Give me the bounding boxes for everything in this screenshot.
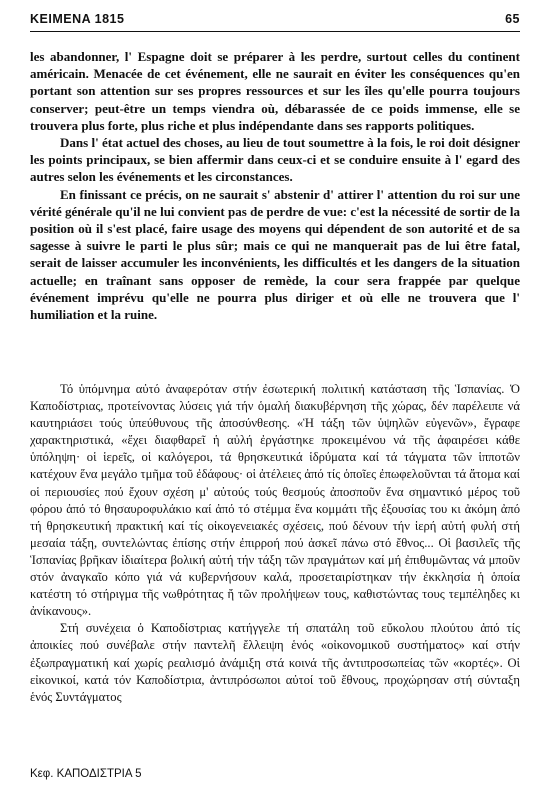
greek-text-block bbox=[30, 381, 520, 706]
signature-mark: Κεφ. ΚΑΠΟΔΙΣΤΡΙΑ 5 bbox=[30, 768, 142, 780]
page-number: 65 bbox=[505, 12, 520, 26]
running-title: KEIMENA 1815 bbox=[30, 12, 125, 26]
french-paragraph-1: les abandonner, l' Espagne doit se préparer à les perdre, surtout celles du continent américain. Menacée de cet événement, elle ne saurait en éviter les conséquences qu'en portant son attention sur ses propres ressources et sur les îles qu'elle pourra toujours conserver; peut-être un temps viendra où, débarassée de ce poids immense, elle se trouvera plus forte, plus riche et plus indépendante dans ses rapports politiques. bbox=[30, 49, 520, 133]
french-paragraph-2: Dans l' état actuel des choses, au lieu de tout soumettre à la fois, le roi doit désigner les points principaux, se bien affermir dans ceux-ci et se conduire ensuite à l' egard des autres selon les événements et les circonstances. bbox=[30, 135, 520, 185]
french-text-block bbox=[30, 48, 520, 323]
header-rule bbox=[30, 31, 520, 32]
greek-paragraph-2: Στή συνέχεια ὁ Καποδίστριας κατήγγελε τή σπατάλη τοῦ εὔκολου πλούτου ἀπό τίς ἀποικίες πού συνέβαλε στήν παντελῆ ἔλλειψη ἑνός «οἰκονομικοῦ συστήματος» καί στήν ἐξωπραγματική καί χωρίς ρεαλισμό ἀνάμιξη στά κοινά τῆς ἀντιπροσωπείας τῶν «κορτές». Οἱ εἰκονικοί, κατά τόν Καποδίστρια, ἀντιπρόσωποι αὐτοί τοῦ ἔθνους, προχώρησαν στή σύνταξη ἑνός Συντάγματος bbox=[30, 621, 520, 704]
french-paragraph-3: En finissant ce précis, on ne saurait s' abstenir d' attirer l' attention du roi sur une vérité générale qu'il ne lui convient pas de perdre de vue: c'est la nécessité de sortir de la position où il s'est placé, faire usage des moyens qui dépendent de son autorité et de sa sagesse à suivre le parti le plus sûr; mais ce qui ne manquerait pas de lui être fatal, serait de laisser accumuler les inconvénients, les difficultés et les dangers de la situation actuelle; en traînant sans opposer de remède, la cour sera frappée par quelque événement imprévu qu'elle ne pourra plus diriger et où elle ne trouvera que l' humiliation et la ruine. bbox=[30, 186, 520, 323]
greek-paragraph-1: Τό ὑπόμνημα αὐτό ἀναφερόταν στήν ἐσωτερική πολιτική κατάσταση τῆς Ἱσπανίας. Ὁ Καποδίστριας, προτείνοντας λύσεις γιά τήν ὁμαλή διακυβέρνηση τῆς χώρας, δέν παρέλειπε νά καυτηριάσει τούς ὑπεύθυνους τῆς ἀποσύνθεσης. «Ἡ τάξη τῶν ὑψηλῶν εὐγενῶν», ἔγραφε χαρακτηριστικά, «ἔχει διαφθαρεῖ ἡ αὐλή ἐργάστηκε προκειμένου νά τῆς ἀφαιρέσει κάθε ὑπόληψη· οἱ ἱερεῖς, οἱ καλόγεροι, τά θρησκευτικά ἱδρύματα καί τά τάγματα τῶν ἱπποτῶν κατέχουν ἕνα μεγάλο τμῆμα τοῦ ἐδάφους· οἱ ἀτέλειες ἀπό τίς ὁποῖες ἐπωφελοῦνται τά ἄτομα καί οἱ περιουσίες πού ἔχουν σχέση μ' αὐτούς τούς θεσμούς ἀποσποῦν ἕνα σημαντικό μέρος τοῦ φόρου ἀπό τό θησαυροφυλάκιο καί ἀπό τό στέμμα ἕνα κομμάτι τῆς ἐξουσίας του κι ἀκόμη ἀπό τή θρησκευτική πρακτική καί τίς οἰκογενειακές σχέσεις, πού δένουν τήν ἱερή αὐτή φυλή στή μεσαία τάξη, συντελώντας ἐπίσης στήν ἐπιρροή πού ἀσκεῖ πάνω στό ἔθνος... Οἱ βασιλεῖς τῆς Ἱσπανίας βρῆκαν ἰδιαίτερα βολική αὐτή τήν τάξη τῶν πραγμάτων καί μή ἐπιθυμῶντας νά μποῦν στόν ἀναγκαῖο κόπο γιά νά κυβερνήσουν καλά, προσεταιρίστηκαν τήν ἐκκλησία ἡ ὁποία κατέστη τό στήριγμα τῆς νωθρότητας ἤ τῶν προλήψεων τους, καθιστώντας τους τεμπέληδες κι ἀνίκανους». bbox=[30, 382, 520, 619]
running-header bbox=[30, 12, 520, 30]
